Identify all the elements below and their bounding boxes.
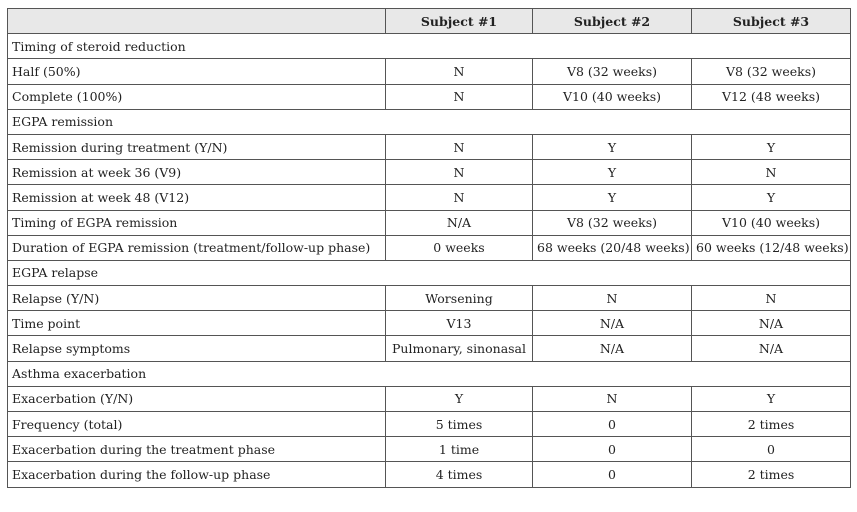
cell-subject-3: V10 (40 weeks) [692, 210, 851, 235]
cell-subject-1: Worsening [386, 286, 533, 311]
header-cell-subject-2: Subject #2 [533, 9, 692, 34]
cell-subject-3: V12 (48 weeks) [692, 84, 851, 109]
section-row [8, 109, 851, 134]
cell-subject-3: N/A [692, 336, 851, 361]
section-label: Asthma exacerbation [8, 361, 851, 386]
section-label: EGPA remission [8, 109, 851, 134]
row-label: Exacerbation (Y/N) [8, 386, 386, 411]
table-row [8, 311, 851, 336]
table-row [8, 462, 851, 487]
section-label: Timing of steroid reduction [8, 34, 851, 59]
row-label: Timing of EGPA remission [8, 210, 386, 235]
row-label: Remission at week 36 (V9) [8, 160, 386, 185]
section-row [8, 34, 851, 59]
header-cell-subject-3: Subject #3 [692, 9, 851, 34]
cell-subject-3: N/A [692, 311, 851, 336]
row-label: Relapse symptoms [8, 336, 386, 361]
cell-subject-3: Y [692, 386, 851, 411]
cell-subject-1: N [386, 185, 533, 210]
cell-subject-2: Y [533, 134, 692, 159]
cell-subject-2: N [533, 286, 692, 311]
cell-subject-2: Y [533, 160, 692, 185]
cell-subject-2: 68 weeks (20/48 weeks) [533, 235, 692, 260]
row-label: Half (50%) [8, 59, 386, 84]
table-row [8, 134, 851, 159]
cell-subject-2: V8 (32 weeks) [533, 210, 692, 235]
header-cell-subject-1: Subject #1 [386, 9, 533, 34]
table-row [8, 336, 851, 361]
table-row [8, 59, 851, 84]
cell-subject-1: N [386, 160, 533, 185]
table-row [8, 160, 851, 185]
cell-subject-1: V13 [386, 311, 533, 336]
cell-subject-3: N [692, 286, 851, 311]
cell-subject-1: 5 times [386, 412, 533, 437]
cell-subject-2: V8 (32 weeks) [533, 59, 692, 84]
cell-subject-1: Pulmonary, sinonasal [386, 336, 533, 361]
cell-subject-1: N [386, 84, 533, 109]
row-label: Exacerbation during the follow-up phase [8, 462, 386, 487]
cell-subject-1: N [386, 59, 533, 84]
section-label: EGPA relapse [8, 260, 851, 285]
header-cell-blank [8, 9, 386, 34]
cell-subject-1: 4 times [386, 462, 533, 487]
results-table [7, 8, 851, 488]
cell-subject-2: 0 [533, 412, 692, 437]
table-row [8, 210, 851, 235]
row-label: Duration of EGPA remission (treatment/follow-up phase) [8, 235, 386, 260]
cell-subject-1: N/A [386, 210, 533, 235]
table-row [8, 286, 851, 311]
cell-subject-3: 2 times [692, 412, 851, 437]
row-label: Remission at week 48 (V12) [8, 185, 386, 210]
cell-subject-3: V8 (32 weeks) [692, 59, 851, 84]
table-row [8, 386, 851, 411]
header-row [8, 9, 851, 34]
row-label: Complete (100%) [8, 84, 386, 109]
row-label: Relapse (Y/N) [8, 286, 386, 311]
cell-subject-1: 0 weeks [386, 235, 533, 260]
cell-subject-3: Y [692, 185, 851, 210]
cell-subject-1: 1 time [386, 437, 533, 462]
cell-subject-2: N/A [533, 311, 692, 336]
row-label: Frequency (total) [8, 412, 386, 437]
table-row [8, 412, 851, 437]
cell-subject-3: 60 weeks (12/48 weeks) [692, 235, 851, 260]
section-row [8, 260, 851, 285]
row-label: Exacerbation during the treatment phase [8, 437, 386, 462]
cell-subject-2: 0 [533, 462, 692, 487]
table-row [8, 84, 851, 109]
cell-subject-2: N/A [533, 336, 692, 361]
cell-subject-3: 0 [692, 437, 851, 462]
cell-subject-1: Y [386, 386, 533, 411]
cell-subject-1: N [386, 134, 533, 159]
results-table-container [7, 8, 851, 488]
table-body [8, 34, 851, 487]
cell-subject-2: V10 (40 weeks) [533, 84, 692, 109]
row-label: Remission during treatment (Y/N) [8, 134, 386, 159]
cell-subject-3: Y [692, 134, 851, 159]
table-row [8, 185, 851, 210]
cell-subject-2: Y [533, 185, 692, 210]
cell-subject-3: N [692, 160, 851, 185]
cell-subject-3: 2 times [692, 462, 851, 487]
table-row [8, 437, 851, 462]
cell-subject-2: 0 [533, 437, 692, 462]
cell-subject-2: N [533, 386, 692, 411]
section-row [8, 361, 851, 386]
row-label: Time point [8, 311, 386, 336]
table-row [8, 235, 851, 260]
